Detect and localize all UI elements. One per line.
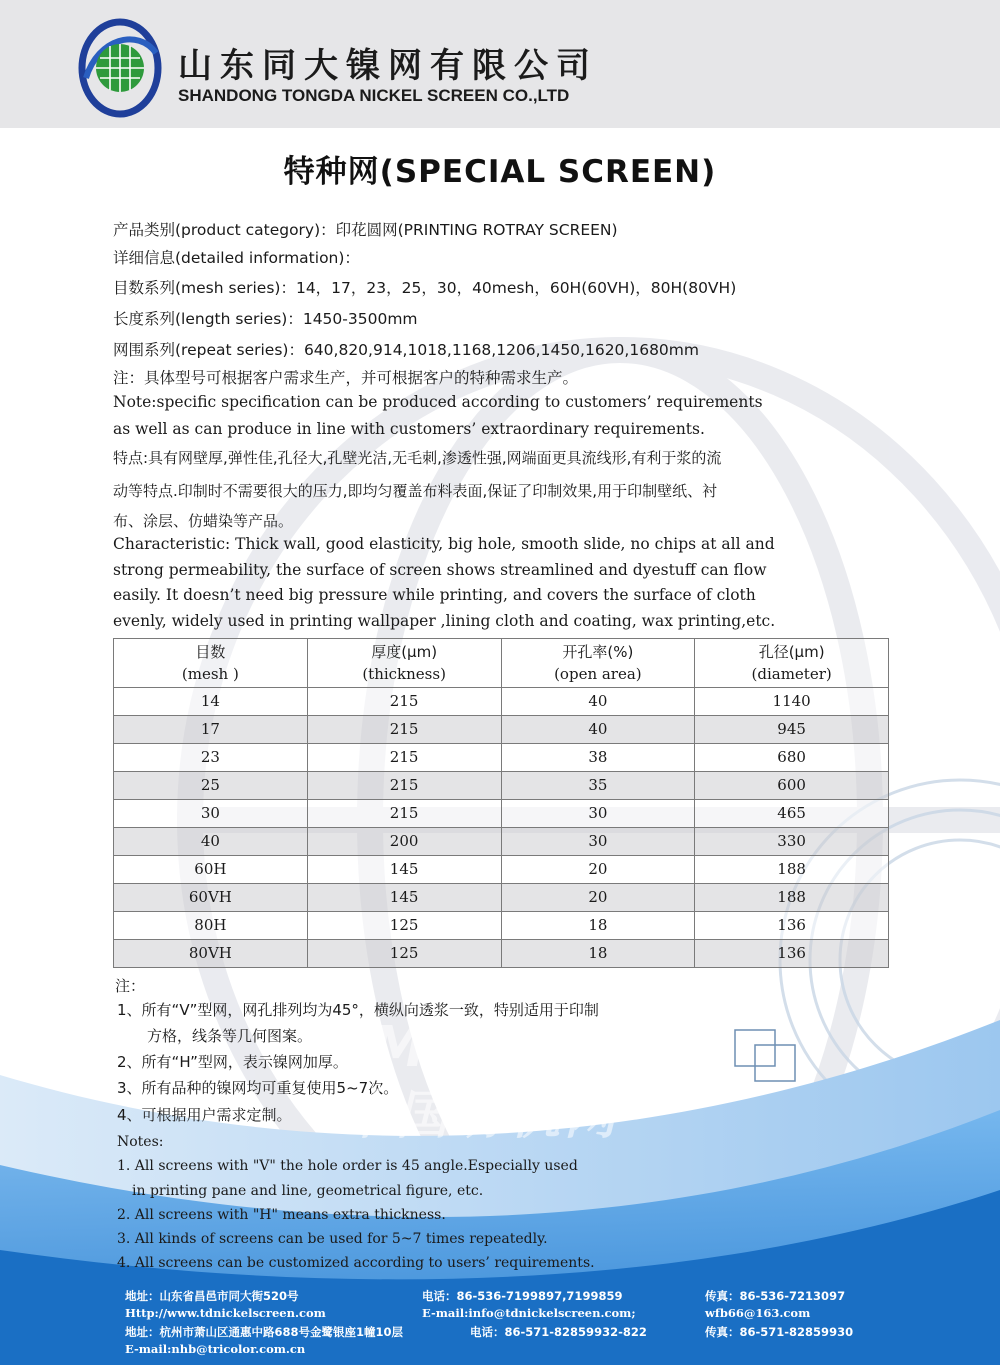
notes-en-1b: in printing pane and line, geometrical figure, etc.	[132, 1183, 484, 1199]
cell-open-area: 38	[501, 744, 695, 772]
footer-fax-2: 传真：86-571-82859930	[705, 1325, 854, 1339]
cell-mesh: 60H	[114, 856, 308, 884]
notes-en-4: 4. All screens can be customized according to users’ requirements.	[117, 1255, 595, 1271]
footer-email-2[interactable]: wfb66@163.com	[705, 1306, 811, 1320]
header-mesh: 目数 (mesh )	[114, 639, 308, 688]
repeat-series: 网围系列(repeat series)：640,820,914,1018,1168,1206,1450,1620,1680mm	[113, 341, 699, 359]
notes-en-2: 2. All screens with "H" means extra thickness.	[117, 1207, 446, 1223]
cell-open-area: 30	[501, 828, 695, 856]
cell-thickness: 125	[307, 912, 501, 940]
cell-open-area: 20	[501, 884, 695, 912]
cell-diameter: 136	[695, 912, 889, 940]
feature-cn-line-1: 特点:具有网壁厚,弹性佳,孔径大,孔壁光洁,无毛刺,渗透性强,网端面更具流线形,有利于浆的流	[113, 449, 722, 467]
mesh-series: 目数系列(mesh series)：14，17，23，25，30，40mesh，60H(60VH)，80H(80VH)	[113, 279, 737, 297]
cell-mesh: 17	[114, 716, 308, 744]
cell-diameter: 330	[695, 828, 889, 856]
product-category: 产品类别(product category)：印花圆网(PRINTING ROTRAY SCREEN)	[113, 221, 618, 239]
footer-address-2: 地址：杭州市萧山区通惠中路688号金鹭银座1幢10层	[125, 1325, 404, 1339]
length-series: 长度系列(length series)：1450-3500mm	[113, 310, 418, 328]
characteristic-line-2: strong permeability, the surface of screen shows streamlined and dyestuff can flow	[113, 561, 767, 579]
cell-open-area: 30	[501, 800, 695, 828]
cell-diameter: 1140	[695, 688, 889, 716]
cell-open-area: 35	[501, 772, 695, 800]
header-open-area: 开孔率(%) (open area)	[501, 639, 695, 688]
notes-en-heading: Notes:	[117, 1134, 164, 1150]
cell-open-area: 40	[501, 688, 695, 716]
cell-diameter: 136	[695, 940, 889, 968]
cell-diameter: 600	[695, 772, 889, 800]
company-name-en: SHANDONG TONGDA NICKEL SCREEN CO.,LTD	[178, 86, 570, 105]
notes-en-1a: 1. All screens with "V" the hole order is 45 angle.Especially used	[117, 1158, 578, 1174]
header-diameter: 孔径(μm) (diameter)	[695, 639, 889, 688]
footer-phone-1: 电话：86-536-7199897,7199859	[422, 1289, 623, 1303]
page-title: 特种网(SPECIAL SCREEN)	[283, 154, 717, 190]
footer-phone-2: 电话：86-571-82859932-822	[470, 1325, 647, 1339]
watermark-cn: 中国纺机网	[340, 1086, 621, 1146]
cell-mesh: 25	[114, 772, 308, 800]
notes-en-3: 3. All kinds of screens can be used for 5~7 times repeatedly.	[117, 1231, 548, 1247]
notes-cn-heading: 注：	[115, 977, 146, 995]
cell-thickness: 145	[307, 884, 501, 912]
cell-thickness: 215	[307, 772, 501, 800]
notes-cn-4: 4、可根据用户需求定制。	[117, 1106, 292, 1124]
cell-open-area: 40	[501, 716, 695, 744]
footer-website[interactable]: Http://www.tdnickelscreen.com	[125, 1306, 326, 1320]
note-en-line-2: as well as can produce in line with customers’ extraordinary requirements.	[113, 420, 705, 438]
cell-open-area: 18	[501, 912, 695, 940]
cell-mesh: 40	[114, 828, 308, 856]
notes-cn-2: 2、所有“H”型网，表示镍网加厚。	[117, 1053, 348, 1071]
cell-open-area: 18	[501, 940, 695, 968]
cell-thickness: 145	[307, 856, 501, 884]
cell-thickness: 215	[307, 744, 501, 772]
feature-cn-line-3: 布、涂层、仿蜡染等产品。	[113, 512, 294, 530]
cell-diameter: 680	[695, 744, 889, 772]
feature-cn-line-2: 动等特点.印制时不需要很大的压力,即均匀覆盖布料表面,保证了印制效果,用于印制壁纸、衬	[113, 482, 718, 500]
cell-mesh: 14	[114, 688, 308, 716]
footer-address-1: 地址：山东省昌邑市同大街520号	[125, 1289, 299, 1303]
characteristic-line-4: evenly, widely used in printing wallpaper ,lining cloth and coating, wax printing,etc.	[113, 612, 776, 630]
cell-thickness: 200	[307, 828, 501, 856]
cell-thickness: 215	[307, 688, 501, 716]
cell-diameter: 945	[695, 716, 889, 744]
cell-mesh: 80H	[114, 912, 308, 940]
footer-fax-1: 传真：86-536-7213097	[705, 1289, 846, 1303]
notes-cn-1b: 方格，线条等几何图案。	[147, 1027, 313, 1045]
cell-thickness: 215	[307, 800, 501, 828]
cell-mesh: 23	[114, 744, 308, 772]
footer-email-1[interactable]: E-mail:info@tdnickelscreen.com;	[422, 1306, 636, 1320]
characteristic-line-1: Characteristic: Thick wall, good elasticity, big hole, smooth slide, no chips at all and	[113, 535, 775, 553]
cell-mesh: 80VH	[114, 940, 308, 968]
watermark-en: TMN.COM	[330, 1015, 651, 1080]
cell-thickness: 215	[307, 716, 501, 744]
header-thickness: 厚度(μm) (thickness)	[307, 639, 501, 688]
cell-diameter: 465	[695, 800, 889, 828]
cell-open-area: 20	[501, 856, 695, 884]
detailed-info-label: 详细信息(detailed information)：	[113, 249, 360, 267]
notes-cn-1a: 1、所有“V”型网，网孔排列均为45°，横纵向透浆一致，特别适用于印制	[117, 1001, 599, 1019]
notes-cn-3: 3、所有品种的镍网均可重复使用5~7次。	[117, 1079, 399, 1097]
characteristic-line-3: easily. It doesn’t need big pressure while printing, and covers the surface of cloth	[113, 586, 756, 604]
cell-diameter: 188	[695, 884, 889, 912]
cell-mesh: 60VH	[114, 884, 308, 912]
note-cn: 注：具体型号可根据客户需求生产，并可根据客户的特种需求生产。	[113, 369, 579, 387]
footer-email-3[interactable]: E-mail:nhb@tricolor.com.cn	[125, 1342, 306, 1356]
cell-thickness: 125	[307, 940, 501, 968]
company-name-cn: 山东同大镍网有限公司	[178, 46, 598, 86]
cell-diameter: 188	[695, 856, 889, 884]
cell-mesh: 30	[114, 800, 308, 828]
note-en-line-1: Note:specific specification can be produced according to customers’ requirements	[113, 393, 763, 411]
